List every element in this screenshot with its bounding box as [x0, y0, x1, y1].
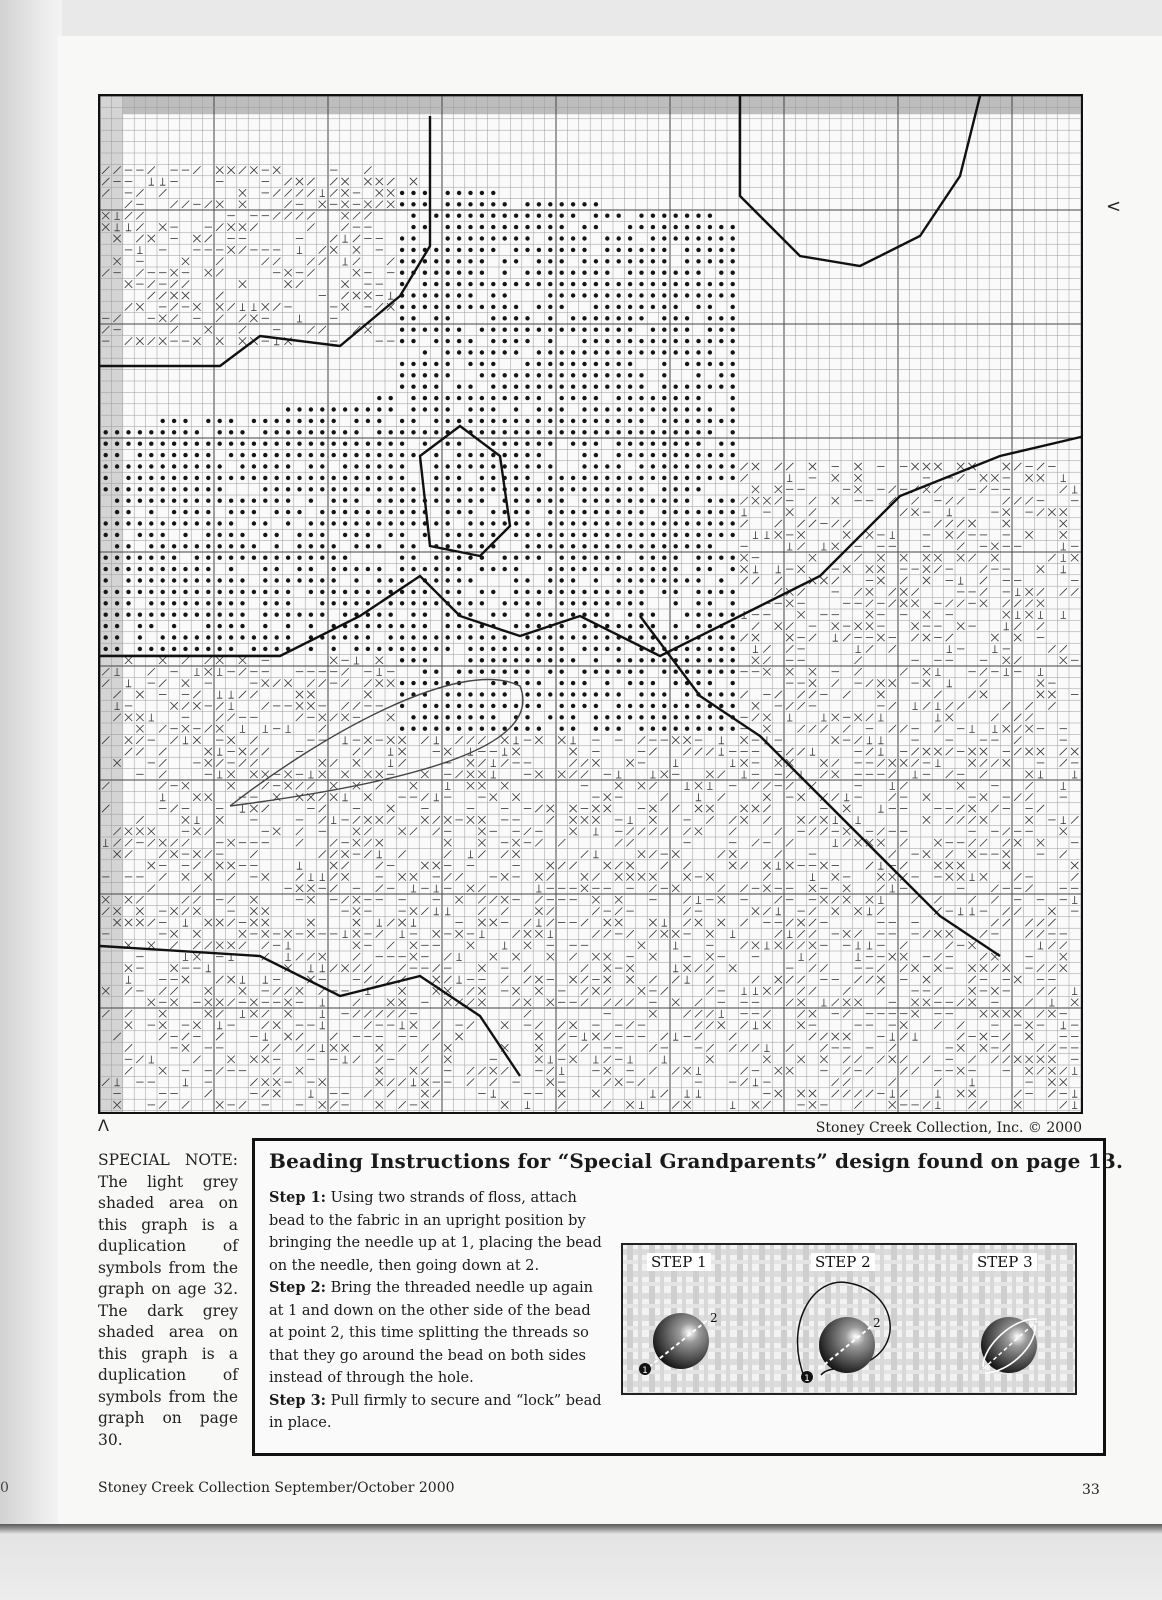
diagram-label-step-1: STEP 1	[647, 1253, 711, 1271]
page-bottom-edge	[0, 1524, 1162, 1600]
center-arrow-right: <	[1106, 196, 1122, 217]
book-gutter-shadow	[0, 0, 62, 1600]
bead-step-3	[981, 1317, 1037, 1373]
cross-stitch-chart	[98, 94, 1083, 1114]
publication-footer: Stoney Creek Collection September/October 2000	[98, 1480, 455, 1496]
point-2-marker: 2	[873, 1316, 881, 1330]
step-label: Step 3:	[269, 1391, 327, 1409]
step-label: Step 1:	[269, 1189, 327, 1206]
page-number: 33	[1082, 1482, 1100, 1498]
step-label: Step 2:	[269, 1279, 327, 1296]
step-3-text	[269, 1390, 609, 1435]
chart-grid	[100, 96, 1083, 1114]
beading-title: Beading Instructions for “Special Grandparents” design found on page 13.	[269, 1149, 1124, 1173]
point-1-marker: 1	[804, 1374, 810, 1384]
point-2-marker: 2	[710, 1311, 718, 1325]
step-2-text	[269, 1277, 609, 1390]
point-1-marker: 1	[642, 1366, 648, 1376]
diagram-label-step-2: STEP 2	[811, 1253, 875, 1271]
beading-instructions-box	[252, 1138, 1124, 1456]
beading-steps	[269, 1187, 609, 1435]
step-body: Bring the threaded needle up again at 1 and down on the other side of the bead at point 2, this time splitting the threads so that they go around the bead on both sides instead of through the hole.	[269, 1280, 593, 1386]
facing-page-number: 0	[0, 1480, 9, 1496]
step-body: Using two strands of floss, attach bead to the fabric in an upright position by bringing the needle up at 1, placing the bead on the needle, then going down at 2.	[269, 1190, 602, 1274]
step-body: Pull firmly to secure and “lock” bead in place.	[269, 1392, 602, 1431]
chart-copyright: Stoney Creek Collection, Inc. © 2000	[815, 1120, 1082, 1136]
bead-attachment-diagram	[621, 1243, 1077, 1395]
special-note: SPECIAL NOTE: The light grey shaded area on this graph is a duplication of symbols from the graph on age 32. The dark grey shaded area on this graph is a duplication of symbols from the graph on page 30.	[98, 1151, 238, 1449]
diagram-label-step-3: STEP 3	[973, 1253, 1037, 1271]
center-arrow-bottom: Λ	[98, 1116, 109, 1135]
step-1-text	[269, 1187, 609, 1277]
